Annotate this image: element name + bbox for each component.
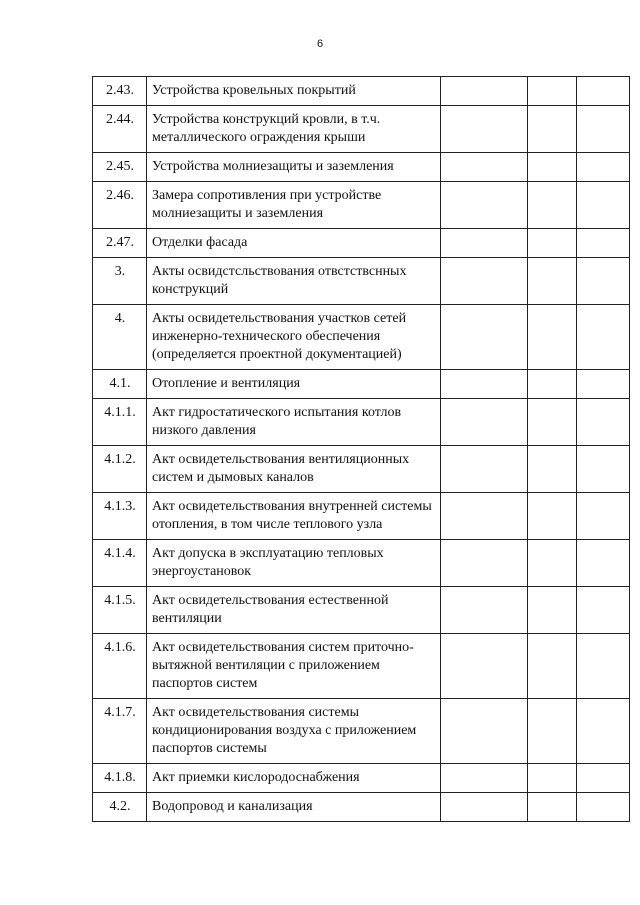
empty-cell xyxy=(577,182,630,229)
row-description-cell: Акты освидетельствования участков сетей инженерно-технического обеспечения (определяется проектной документацией) xyxy=(147,305,441,370)
table-row xyxy=(93,793,630,822)
row-number-cell: 4.1.5. xyxy=(93,587,147,634)
empty-cell xyxy=(577,446,630,493)
row-description-cell: Отделки фасада xyxy=(147,229,441,258)
empty-cell xyxy=(441,305,528,370)
table-row xyxy=(93,764,630,793)
empty-cell xyxy=(441,106,528,153)
table-row xyxy=(93,106,630,153)
row-description-cell: Акт освидетельствования системы кондиционирования воздуха с приложением паспортов системы xyxy=(147,699,441,764)
table-row xyxy=(93,399,630,446)
empty-cell xyxy=(441,258,528,305)
row-description-cell: Замера сопротивления при устройстве молниезащиты и заземления xyxy=(147,182,441,229)
empty-cell xyxy=(528,370,577,399)
row-description-cell: Акт освидетельствования систем приточно-вытяжной вентиляции с приложением паспортов систем xyxy=(147,634,441,699)
empty-cell xyxy=(577,305,630,370)
empty-cell xyxy=(528,587,577,634)
empty-cell xyxy=(577,258,630,305)
table-row xyxy=(93,587,630,634)
table-row xyxy=(93,699,630,764)
empty-cell xyxy=(577,106,630,153)
table-row xyxy=(93,493,630,540)
empty-cell xyxy=(441,587,528,634)
row-number-cell: 4.1.3. xyxy=(93,493,147,540)
empty-cell xyxy=(441,764,528,793)
row-description-cell: Отопление и вентиляция xyxy=(147,370,441,399)
empty-cell xyxy=(577,229,630,258)
row-description-cell: Акты освидстсльствования отвстствснных конструкций xyxy=(147,258,441,305)
row-number-cell: 4.2. xyxy=(93,793,147,822)
empty-cell xyxy=(441,77,528,106)
table-row xyxy=(93,370,630,399)
empty-cell xyxy=(441,182,528,229)
row-description-cell: Устройства кровельных покрытий xyxy=(147,77,441,106)
table-row xyxy=(93,540,630,587)
row-description-cell: Акт освидетельствования вентиляционных систем и дымовых каналов xyxy=(147,446,441,493)
table-body xyxy=(93,77,630,822)
empty-cell xyxy=(528,106,577,153)
row-number-cell: 4.1.6. xyxy=(93,634,147,699)
row-description-cell: Акт гидростатического испытания котлов низкого давления xyxy=(147,399,441,446)
empty-cell xyxy=(528,793,577,822)
empty-cell xyxy=(577,493,630,540)
row-description-cell: Акт освидетельствования внутренней системы отопления, в том числе теплового узла xyxy=(147,493,441,540)
table-row xyxy=(93,153,630,182)
empty-cell xyxy=(441,229,528,258)
empty-cell xyxy=(441,153,528,182)
table-row xyxy=(93,182,630,229)
empty-cell xyxy=(441,634,528,699)
row-number-cell: 4. xyxy=(93,305,147,370)
row-description-cell: Устройства конструкций кровли, в т.ч. металлического ограждения крыши xyxy=(147,106,441,153)
table-row xyxy=(93,229,630,258)
empty-cell xyxy=(577,764,630,793)
empty-cell xyxy=(577,634,630,699)
row-description-cell: Акт освидетельствования естественной вентиляции xyxy=(147,587,441,634)
table-row xyxy=(93,446,630,493)
empty-cell xyxy=(528,764,577,793)
empty-cell xyxy=(577,587,630,634)
empty-cell xyxy=(441,370,528,399)
empty-cell xyxy=(441,493,528,540)
row-number-cell: 3. xyxy=(93,258,147,305)
empty-cell xyxy=(577,370,630,399)
empty-cell xyxy=(528,699,577,764)
row-number-cell: 2.46. xyxy=(93,182,147,229)
empty-cell xyxy=(577,793,630,822)
empty-cell xyxy=(528,77,577,106)
empty-cell xyxy=(441,793,528,822)
empty-cell xyxy=(441,699,528,764)
row-description-cell: Водопровод и канализация xyxy=(147,793,441,822)
empty-cell xyxy=(528,153,577,182)
row-description-cell: Устройства молниезащиты и заземления xyxy=(147,153,441,182)
empty-cell xyxy=(528,305,577,370)
row-number-cell: 4.1.2. xyxy=(93,446,147,493)
empty-cell xyxy=(441,446,528,493)
row-number-cell: 4.1. xyxy=(93,370,147,399)
row-number-cell: 4.1.8. xyxy=(93,764,147,793)
row-number-cell: 4.1.1. xyxy=(93,399,147,446)
empty-cell xyxy=(528,540,577,587)
empty-cell xyxy=(441,399,528,446)
page-number: 6 xyxy=(316,38,324,50)
empty-cell xyxy=(577,399,630,446)
row-description-cell: Акт допуска в эксплуатацию тепловых энергоустановок xyxy=(147,540,441,587)
document-table xyxy=(92,76,630,822)
empty-cell xyxy=(528,399,577,446)
empty-cell xyxy=(577,77,630,106)
empty-cell xyxy=(441,540,528,587)
row-number-cell: 2.47. xyxy=(93,229,147,258)
empty-cell xyxy=(577,153,630,182)
empty-cell xyxy=(528,446,577,493)
row-number-cell: 2.45. xyxy=(93,153,147,182)
table-row xyxy=(93,258,630,305)
table-row xyxy=(93,634,630,699)
row-number-cell: 2.43. xyxy=(93,77,147,106)
table-row xyxy=(93,77,630,106)
empty-cell xyxy=(577,699,630,764)
row-number-cell: 4.1.4. xyxy=(93,540,147,587)
row-number-cell: 4.1.7. xyxy=(93,699,147,764)
empty-cell xyxy=(528,229,577,258)
row-number-cell: 2.44. xyxy=(93,106,147,153)
empty-cell xyxy=(528,258,577,305)
table-row xyxy=(93,305,630,370)
row-description-cell: Акт приемки кислородоснабжения xyxy=(147,764,441,793)
empty-cell xyxy=(528,493,577,540)
empty-cell xyxy=(577,540,630,587)
empty-cell xyxy=(528,182,577,229)
empty-cell xyxy=(528,634,577,699)
